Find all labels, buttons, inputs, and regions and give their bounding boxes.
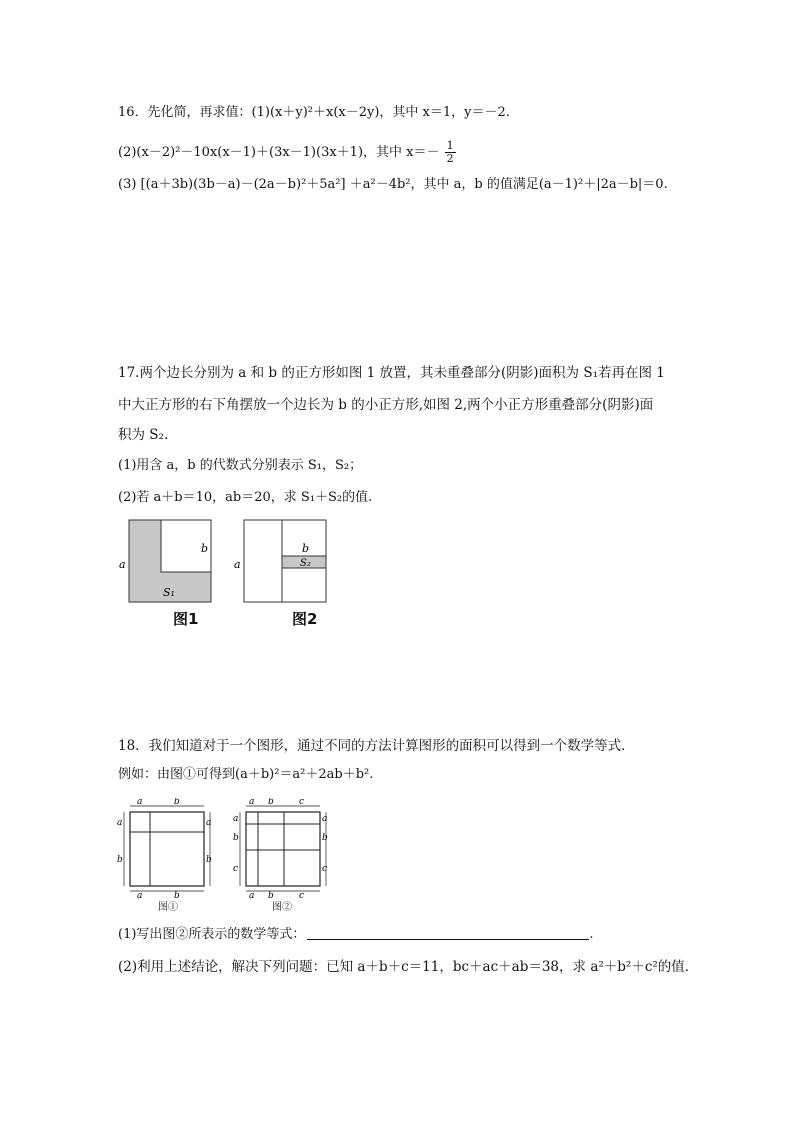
label-s2: S₂: [300, 558, 311, 569]
q18-part2: (2)利用上述结论，解决下列问题：已知 a＋b＋c＝11，bc＋ac＋ab＝38，求 a²＋b²＋c²的值．: [118, 959, 699, 975]
label-b: b: [268, 891, 274, 898]
label-a: a: [206, 818, 212, 828]
q16-fraction: [445, 140, 456, 165]
outer-square: [246, 812, 320, 886]
q17-line2: 中大正方形的右下角摆放一个边长为 b 的小正方形,如图 2,两个小正方形重叠部分(阴影)面: [118, 397, 654, 413]
q18-part1-text: (1)写出图②所表示的数学等式：: [118, 927, 306, 942]
q17-part1: (1)用含 a，b 的代数式分别表示 S₁，S₂；: [118, 458, 363, 473]
label-a: a: [322, 814, 328, 824]
label-c: c: [322, 864, 328, 874]
q16-part3: (3) [(a＋3b)(3b－a)－(2a－b)²＋5a²] ＋a²－4b²，其中 a，b 的值满足(a－1)²＋|2a－b|＝0.: [118, 177, 668, 192]
label-a: a: [249, 798, 255, 807]
label-b: b: [201, 542, 209, 555]
label-b: b: [174, 891, 180, 898]
label-c: c: [299, 798, 305, 807]
q17-fig2-caption: 图2: [292, 610, 318, 628]
label-a: a: [137, 891, 143, 898]
label-c: c: [299, 891, 305, 898]
label-s1: S₁: [163, 586, 175, 599]
label-b: b: [206, 855, 212, 865]
q16-stem: 16．先化简，再求值：(1)(x＋y)²＋x(x－2y)，其中 x＝1，y＝－2.: [118, 105, 510, 120]
label-b: b: [268, 798, 274, 807]
q16-part2-expr: (2)(x－2)²－10x(x－1)＋(3x－1)(3x＋1)，其中 x＝－: [118, 145, 440, 160]
q18-fig1-caption: 图①: [158, 902, 178, 913]
label-a: a: [117, 818, 123, 828]
outer-square: [130, 812, 204, 886]
answer-blank[interactable]: [307, 927, 589, 940]
label-a: a: [249, 891, 255, 898]
label-a: a: [119, 558, 126, 571]
q16-fraction-num: 1: [446, 139, 454, 152]
q17-figure2: [230, 516, 340, 610]
q16-part2: [118, 140, 456, 165]
label-b: b: [233, 833, 239, 843]
q18-line1: 18．我们知道对于一个图形，通过不同的方法计算图形的面积可以得到一个数学等式．: [118, 738, 635, 754]
q17-line3: 积为 S₂.: [118, 427, 169, 443]
q18-figure2: [232, 798, 332, 898]
q18-figure1: [116, 798, 216, 898]
label-b: b: [174, 798, 180, 807]
q18-line2: 例如：由图①可得到(a＋b)²＝a²＋2ab＋b².: [118, 767, 374, 782]
q16-fraction-den: 2: [446, 152, 454, 165]
label-a: a: [137, 798, 143, 807]
label-b: b: [302, 542, 310, 555]
q17-line1: 17.两个边长分别为 a 和 b 的正方形如图 1 放置，其未重叠部分(阴影)面积为 S₁若再在图 1: [118, 365, 665, 381]
label-a: a: [234, 558, 241, 571]
label-c: c: [233, 864, 239, 874]
label-b: b: [322, 833, 328, 843]
q18-part1-end: .: [589, 927, 594, 942]
label-a: a: [233, 814, 239, 824]
q17-figure1: [115, 516, 225, 610]
q17-fig1-caption: 图1: [173, 610, 199, 628]
q18-fig2-caption: 图②: [272, 902, 292, 913]
label-b: b: [117, 855, 123, 865]
q18-part1: [118, 926, 594, 944]
q17-part2: (2)若 a＋b＝10，ab＝20，求 S₁＋S₂的值.: [118, 490, 373, 505]
